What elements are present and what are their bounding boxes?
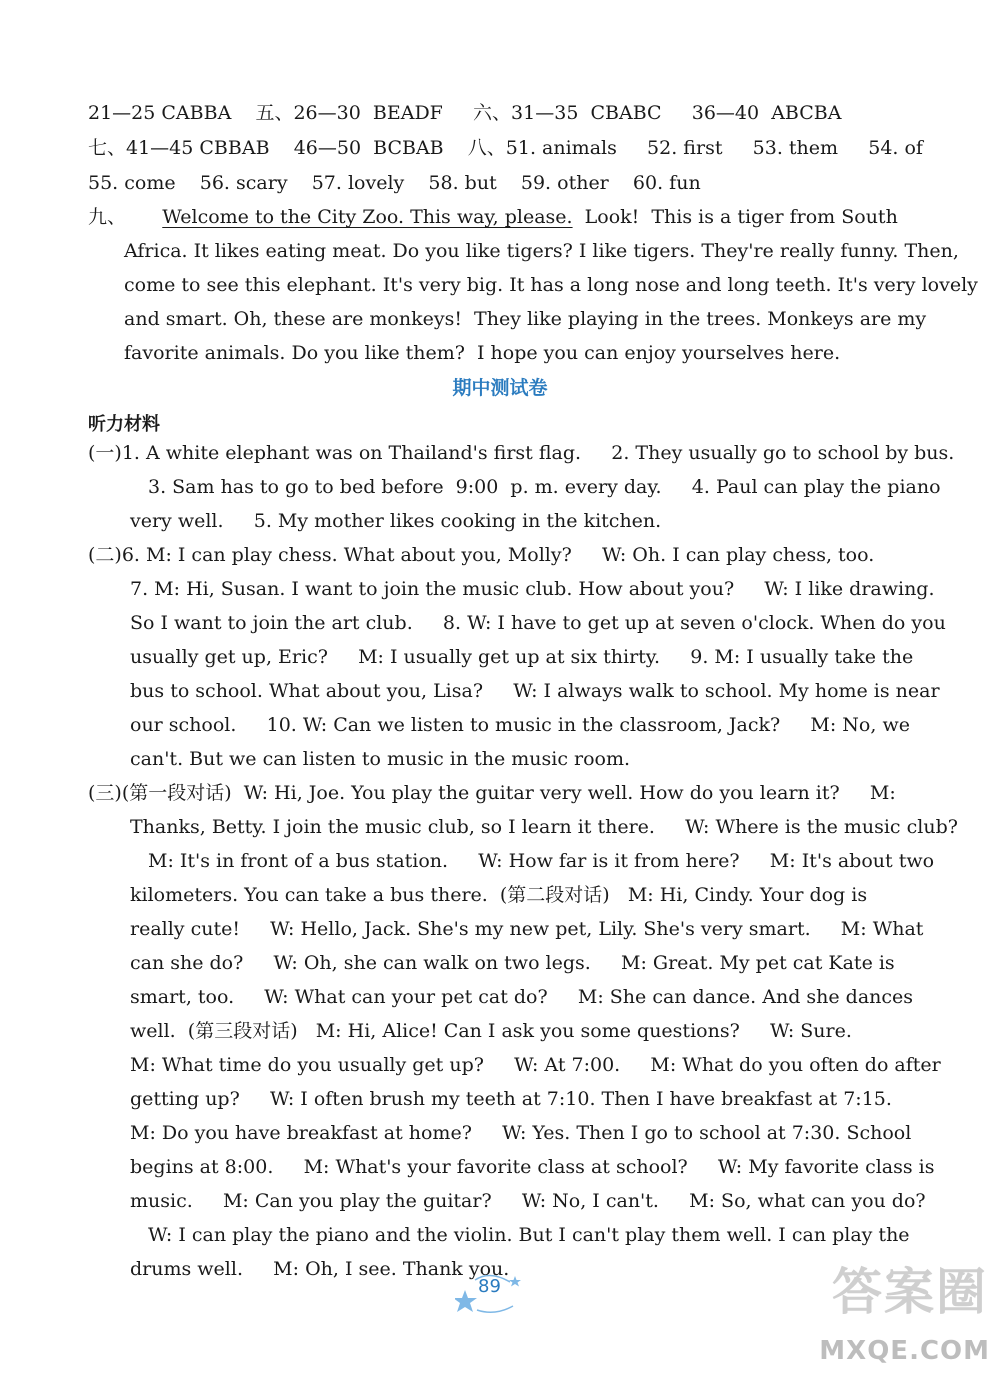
essay-line-4: and smart. Oh, these are monkeys! They like playing in the trees. Monkeys are my xyxy=(124,308,927,330)
part1-line-3: very well. 5. My mother likes cooking in the kitchen. xyxy=(130,510,662,532)
part3-line-5: really cute! W: Hello, Jack. She's my new pet, Lily. She's very smart. M: What xyxy=(130,918,924,940)
part3-line-7: smart, too. W: What can your pet cat do? M: She can dance. And she dances xyxy=(130,986,914,1008)
part1-line-2: 3. Sam has to go to bed before 9:00 p. m. every day. 4. Paul can play the piano xyxy=(148,476,941,498)
part3-line-10: getting up? W: I often brush my teeth at 7:10. Then I have breakfast at 7:15. xyxy=(130,1088,892,1110)
essay-line-1 xyxy=(88,204,898,230)
part3-line-3: M: It's in front of a bus station. W: How far is it from here? M: It's about two xyxy=(148,850,935,872)
part2-line-1: (二)6. M: I can play chess. What about you, Molly? W: Oh. I can play chess, too. xyxy=(88,544,875,566)
essay-line-3: come to see this elephant. It's very big. It has a long nose and long teeth. It's very lovely xyxy=(124,274,978,296)
part3-line-2: Thanks, Betty. I join the music club, so I learn it there. W: Where is the music club? xyxy=(130,816,958,838)
part1-line-1: (一)1. A white elephant was on Thailand's first flag. 2. They usually go to school by bus. xyxy=(88,442,955,464)
listening-heading: 听力材料 xyxy=(88,414,160,435)
part3-line-14: W: I can play the piano and the violin. But I can't play them well. I can play the xyxy=(148,1224,910,1246)
part2-line-3: So I want to join the art club. 8. W: I have to get up at seven o'clock. When do you xyxy=(130,612,946,634)
part3-line-13: music. M: Can you play the guitar? W: No, I can't. M: So, what can you do? xyxy=(130,1190,926,1212)
section-title: 期中测试卷 xyxy=(452,377,548,399)
part2-line-7: can't. But we can listen to music in the music room. xyxy=(130,748,631,770)
part3-line-8: well. (第三段对话) M: Hi, Alice! Can I ask you some questions? W: Sure. xyxy=(130,1020,852,1042)
part3-line-11: M: Do you have breakfast at home? W: Yes. Then I go to school at 7:30. School xyxy=(130,1122,912,1144)
essay-line-1-rest: Look! This is a tiger from South xyxy=(572,206,898,228)
part2-line-2: 7. M: Hi, Susan. I want to join the music club. How about you? W: I like drawing. xyxy=(130,578,935,600)
answers-row-3: 55. come 56. scary 57. lovely 58. but 59. other 60. fun xyxy=(88,172,701,194)
watermark-site: MXQE.COM xyxy=(819,1336,990,1366)
part3-line-9: M: What time do you usually get up? W: At 7:00. M: What do you often do after xyxy=(130,1054,941,1076)
part3-line-12: begins at 8:00. M: What's your favorite class at school? W: My favorite class is xyxy=(130,1156,935,1178)
part2-line-4: usually get up, Eric? M: I usually get up at six thirty. 9. M: I usually take the xyxy=(130,646,914,668)
page-number: 89 xyxy=(478,1276,501,1297)
part3-line-4: kilometers. You can take a bus there. (第二段对话) M: Hi, Cindy. Your dog is xyxy=(130,884,868,906)
answers-row-1: 21—25 CABBA 五、26—30 BEADF 六、31—35 CBABC 36—40 ABCBA xyxy=(88,102,842,124)
part3-line-6: can she do? W: Oh, she can walk on two legs. M: Great. My pet cat Kate is xyxy=(130,952,895,974)
part3-line-1: (三)(第一段对话) W: Hi, Joe. You play the guitar very well. How do you learn it? M: xyxy=(88,782,896,804)
essay-line-2: Africa. It likes eating meat. Do you like tigers? I like tigers. They're really funny. Then, xyxy=(124,240,959,262)
part3-line-15: drums well. M: Oh, I see. Thank you. xyxy=(130,1258,510,1280)
watermark-logo: 答案圈 xyxy=(832,1263,988,1321)
essay-prefix: 九、 xyxy=(88,206,127,228)
essay-line-5: favorite animals. Do you like them? I hope you can enjoy yourselves here. xyxy=(124,342,841,364)
essay-underlined-sentence: Welcome to the City Zoo. This way, please. xyxy=(162,206,573,228)
part2-line-5: bus to school. What about you, Lisa? W: I always walk to school. My home is near xyxy=(130,680,940,702)
answers-row-2: 七、41—45 CBBAB 46—50 BCBAB 八、51. animals 52. first 53. them 54. of xyxy=(88,137,923,159)
part2-line-6: our school. 10. W: Can we listen to music in the classroom, Jack? M: No, we xyxy=(130,714,910,736)
